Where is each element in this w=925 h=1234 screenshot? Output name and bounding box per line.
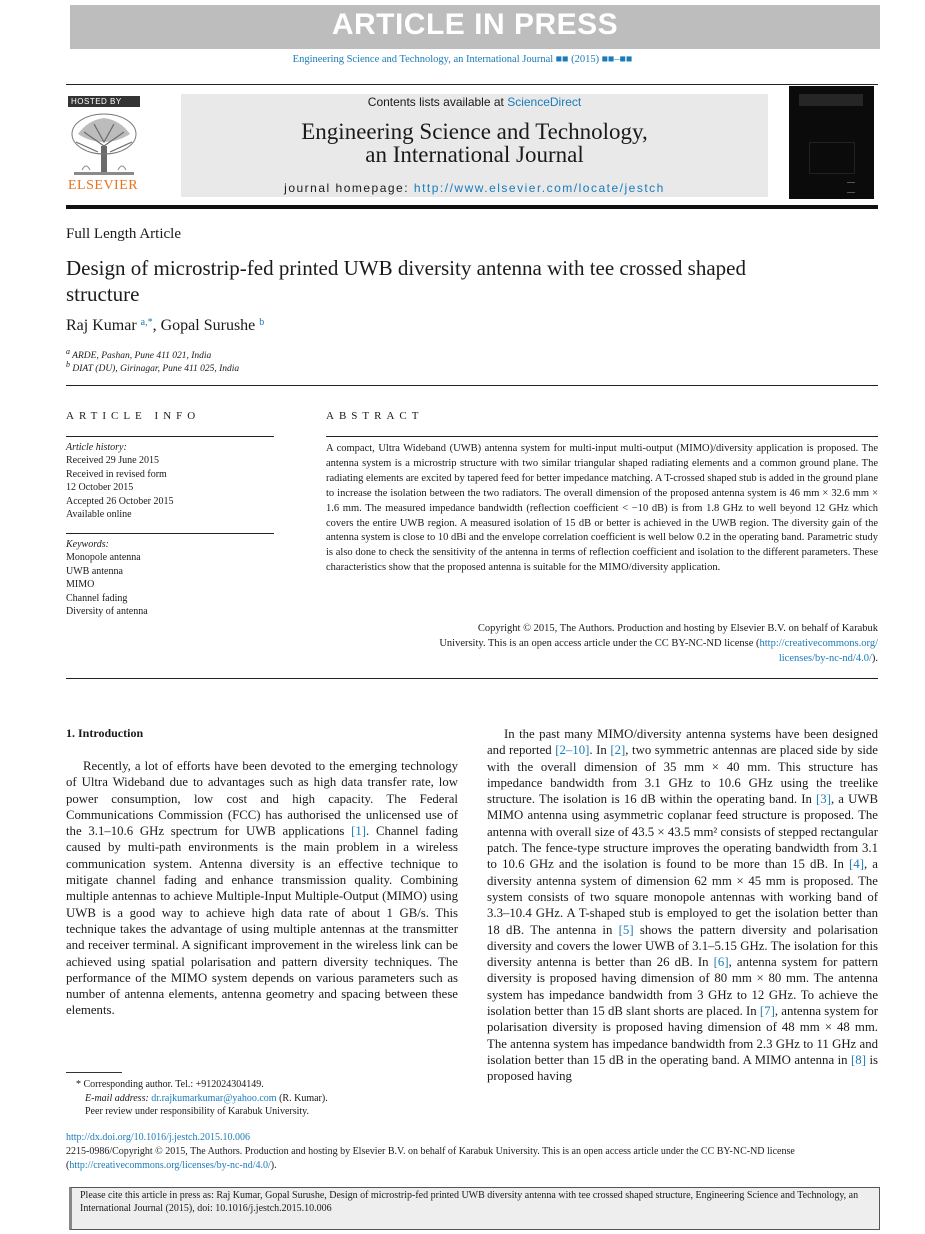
footnote-star: * [76, 1079, 81, 1090]
license-link[interactable]: http://creativecommons.org/licenses/by-nc-nd/4.0/ [69, 1159, 271, 1171]
elsevier-tree-logo-icon [68, 112, 140, 178]
article-info-heading: ARTICLE INFO [66, 410, 201, 422]
elsevier-wordmark: ELSEVIER [68, 178, 139, 193]
sciencedirect-link[interactable]: ScienceDirect [507, 95, 582, 109]
citation-link[interactable]: [6] [713, 955, 729, 970]
history-label: Article history: [66, 442, 127, 453]
abstract-text: A compact, Ultra Wideband (UWB) antenna system for multi-input multi-output (MIMO)/diversity application is proposed. The antenna system is a microstrip structure with two similar triangular shaped radiating elements and a common ground plane. The radiating elements are excited by tapered feed for better impedance matching. A T-crossed shaped stub is added in the ground plane to increase the isolation between the two radiators. The overall dimension of the proposed antenna system is 46 mm × 32.6 mm × 1.6 mm. The measured impedance bandwidth (reflection coefficient < −10 dB) is from 1.8 GHz to well beyond 12 GHz which covers the entire UWB region. A measured isolation of 15 dB or better is achieved in the UWB region. The diversity gain of the antenna system is close to 10 dBi and the envelope correlation coefficient is well below 0.2 in the operating band. Parametric study is also done to check the sensitivity of the antenna in terms of reflection coefficient and isolation to the different parameters. These characteristics show that the proposed antenna is suitable for the MIMO/diversity application. [326, 443, 878, 574]
journal-title-line2: an International Journal [365, 142, 584, 167]
author-name: Raj Kumar [66, 317, 137, 334]
intro-paragraph: In the past many MIMO/diversity antenna systems have been designed and reported [2–10]. In [2], two symmetric antennas are placed side by side with the overall dimension of 35 mm × 40 mm. This structure has impedance bandwidth from 3.1 GHz to 10.6 GHz using the treelike structure. The isolation is 16 dB within the operating band. In [3], a UWB MIMO antenna using asymmetric coplanar feed structure is proposed. The antenna with overall size of 43.5 × 43.5 mm² consists of stepped rectangular patch. The fence-type structure improves the operating bandwidth from 3.1 to 10.6 GHz and the isolation is found to be more than 15 dB. In [4], a diversity antenna system of dimension 62 mm × 45 mm is proposed. The system consists of two square monopole antennas with working band of 3.3–10.4 GHz. A T-shaped stub is employed to get the isolation better than 18 dB. The antenna in [5] shows the pattern diversity and polarisation diversity and covers the lower UWB of 3.1–5.15 GHz. The isolation for this diversity antenna is better than 26 dB. In [6], antenna system for pattern diversity is proposed having dimension of 80 mm × 80 mm. The antenna system has impedance bandwidth from 3 GHz to 12 GHz. To achieve the isolation better than 15 dB slant shorts are placed. In [7], antenna system for polarisation diversity is proposed having dimension of 48 mm × 48 mm. The antenna system has impedance bandwidth from 2.3 GHz to 11 GHz and isolation better than 15 dB in the operating band. A MIMO antenna in [8] is proposed having [487, 727, 879, 1084]
corresponding-author: Corresponding author. Tel.: +912024304149. [83, 1079, 264, 1090]
author-separator: , [152, 317, 161, 334]
citation-link[interactable]: [2–10] [555, 743, 590, 758]
abstract-heading: ABSTRACT [326, 410, 424, 422]
history-entry: Received in revised form [66, 468, 167, 480]
author-name: Gopal Surushe [160, 317, 256, 334]
article-history [66, 441, 274, 521]
footnote [66, 1078, 328, 1119]
issn-copyright: 2215-0986/Copyright © 2015, The Authors. Production and hosting by Elsevier B.V. on behalf of Karabuk University. This is an open access article under the CC BY-NC-ND license (http://creativecommons.org/licenses/by-nc-nd/4.0/). [66, 1146, 795, 1171]
hosted-by-label: HOSTED BY [68, 96, 140, 107]
citation-link[interactable]: [8] [851, 1052, 866, 1067]
homepage-label: journal homepage: [284, 181, 414, 195]
author-affiliation-link[interactable]: a,* [140, 317, 153, 328]
keyword: Diversity of antenna [66, 606, 148, 618]
journal-homepage [181, 181, 768, 195]
author-affiliation-link[interactable]: b [259, 317, 265, 328]
history-entry: 12 October 2015 [66, 482, 134, 494]
citation-link[interactable]: [7] [759, 1004, 775, 1019]
history-entry: Received 29 June 2015 [66, 455, 160, 467]
email-link[interactable]: dr.rajkumarkumar@yahoo.com [151, 1092, 277, 1104]
copyright-line2: University. This is an open access article under the CC BY-NC-ND license ( [439, 638, 760, 649]
copyright-closing: ). [871, 653, 878, 664]
intro-right-column [487, 726, 878, 1085]
citation-link[interactable]: [1] [351, 824, 367, 839]
intro-paragraph: Recently, a lot of efforts have been devoted to the emerging technology of Ultra Wideband due to advantages such as high data transfer rate, low power consumption, low cost and high capacity. The Federal Communications Commission (FCC) has authorised the unlicensed use of the 3.1–10.6 GHz spectrum for UWB applications [1]. Channel fading caused by multi-path environments is the main problem in a wireless communication system. Antenna diversity is an effective technique to mitigate channel fading and enhance transmission quality. Combining multiple antennas to achieve Multiple-Input Multiple-Output (MIMO) using UWB is a good way to achieve high data rate of about 1 GB/s. This technique takes the advantage of using multiple antennas at the transmitter and receiver terminal. A significant improvement in the wireless link can be achieved using spatial polarisation and pattern diversity techniques. The performance of the MIMO system depends on various parameters such as number of antenna elements, antenna geometry and spacing between these elements. [66, 759, 458, 1018]
history-entry: Accepted 26 October 2015 [66, 495, 174, 507]
article-in-press-banner: ARTICLE IN PRESS [70, 5, 880, 49]
abstract-copyright [326, 621, 878, 666]
license-link[interactable]: licenses/by-nc-nd/4.0/ [778, 653, 872, 664]
journal-title [181, 120, 768, 166]
article-type: Full Length Article [66, 226, 181, 242]
homepage-url-link[interactable]: http://www.elsevier.com/locate/jestch [413, 181, 665, 195]
citation-link[interactable]: [2] [610, 743, 626, 758]
keyword: MIMO [66, 579, 95, 591]
contents-prefix: Contents lists available at [367, 95, 508, 109]
header-thick-rule [66, 205, 878, 209]
peer-review-note: Peer review under responsibility of Karabuk University. [85, 1106, 310, 1117]
copyright-line1: Copyright © 2015, The Authors. Production and hosting by Elsevier B.V. on behalf of Karabuk [477, 623, 878, 634]
section-rule [66, 385, 878, 386]
contents-line [181, 95, 768, 109]
email-suffix: (R. Kumar). [276, 1092, 328, 1104]
article-info-rule [66, 436, 274, 437]
journal-cover-image [789, 86, 874, 199]
email-label: E-mail address: [85, 1092, 152, 1104]
abstract-rule [326, 436, 878, 437]
keyword: Channel fading [66, 592, 128, 604]
article-title: Design of microstrip-fed printed UWB diversity antenna with tee crossed shaped structure [66, 256, 746, 306]
keywords [66, 538, 274, 618]
abstract-bottom-rule [66, 678, 878, 679]
citation-box: Please cite this article in press as: Raj Kumar, Gopal Surushe, Design of microstrip-fed printed UWB diversity antenna with tee crossed shaped structure, Engineering Science and Technology, an International Journal (2015), doi: 10.1016/j.jestch.2015.10.006 [69, 1187, 880, 1230]
top-rule [66, 84, 878, 85]
keyword: UWB antenna [66, 565, 123, 577]
doi-link[interactable]: http://dx.doi.org/10.1016/j.jestch.2015.10.006 [66, 1132, 250, 1143]
history-entry: Available online [66, 509, 132, 521]
keywords-rule [66, 533, 274, 534]
keywords-label: Keywords: [66, 539, 109, 550]
citation-link[interactable]: [5] [618, 922, 634, 937]
footnote-rule [66, 1072, 122, 1073]
author-list [66, 317, 264, 335]
citation-link[interactable]: [4] [849, 857, 864, 872]
introduction-heading: 1. Introduction [66, 726, 144, 740]
journal-reference[interactable]: Engineering Science and Technology, an International Journal ■■ (2015) ■■–■■ [292, 54, 633, 65]
affiliation: $^b$ DIAT (DU), Girinagar, Pune 411 025, India [66, 360, 240, 375]
journal-title-line1: Engineering Science and Technology, [301, 119, 648, 144]
keyword: Monopole antenna [66, 552, 141, 564]
citation-link[interactable]: [3] [816, 792, 831, 807]
license-link[interactable]: http://creativecommons.org/ [759, 638, 878, 649]
intro-left-column [66, 758, 458, 1019]
affiliation: $^a$ ARDE, Pashan, Pune 411 021, India [66, 347, 212, 362]
